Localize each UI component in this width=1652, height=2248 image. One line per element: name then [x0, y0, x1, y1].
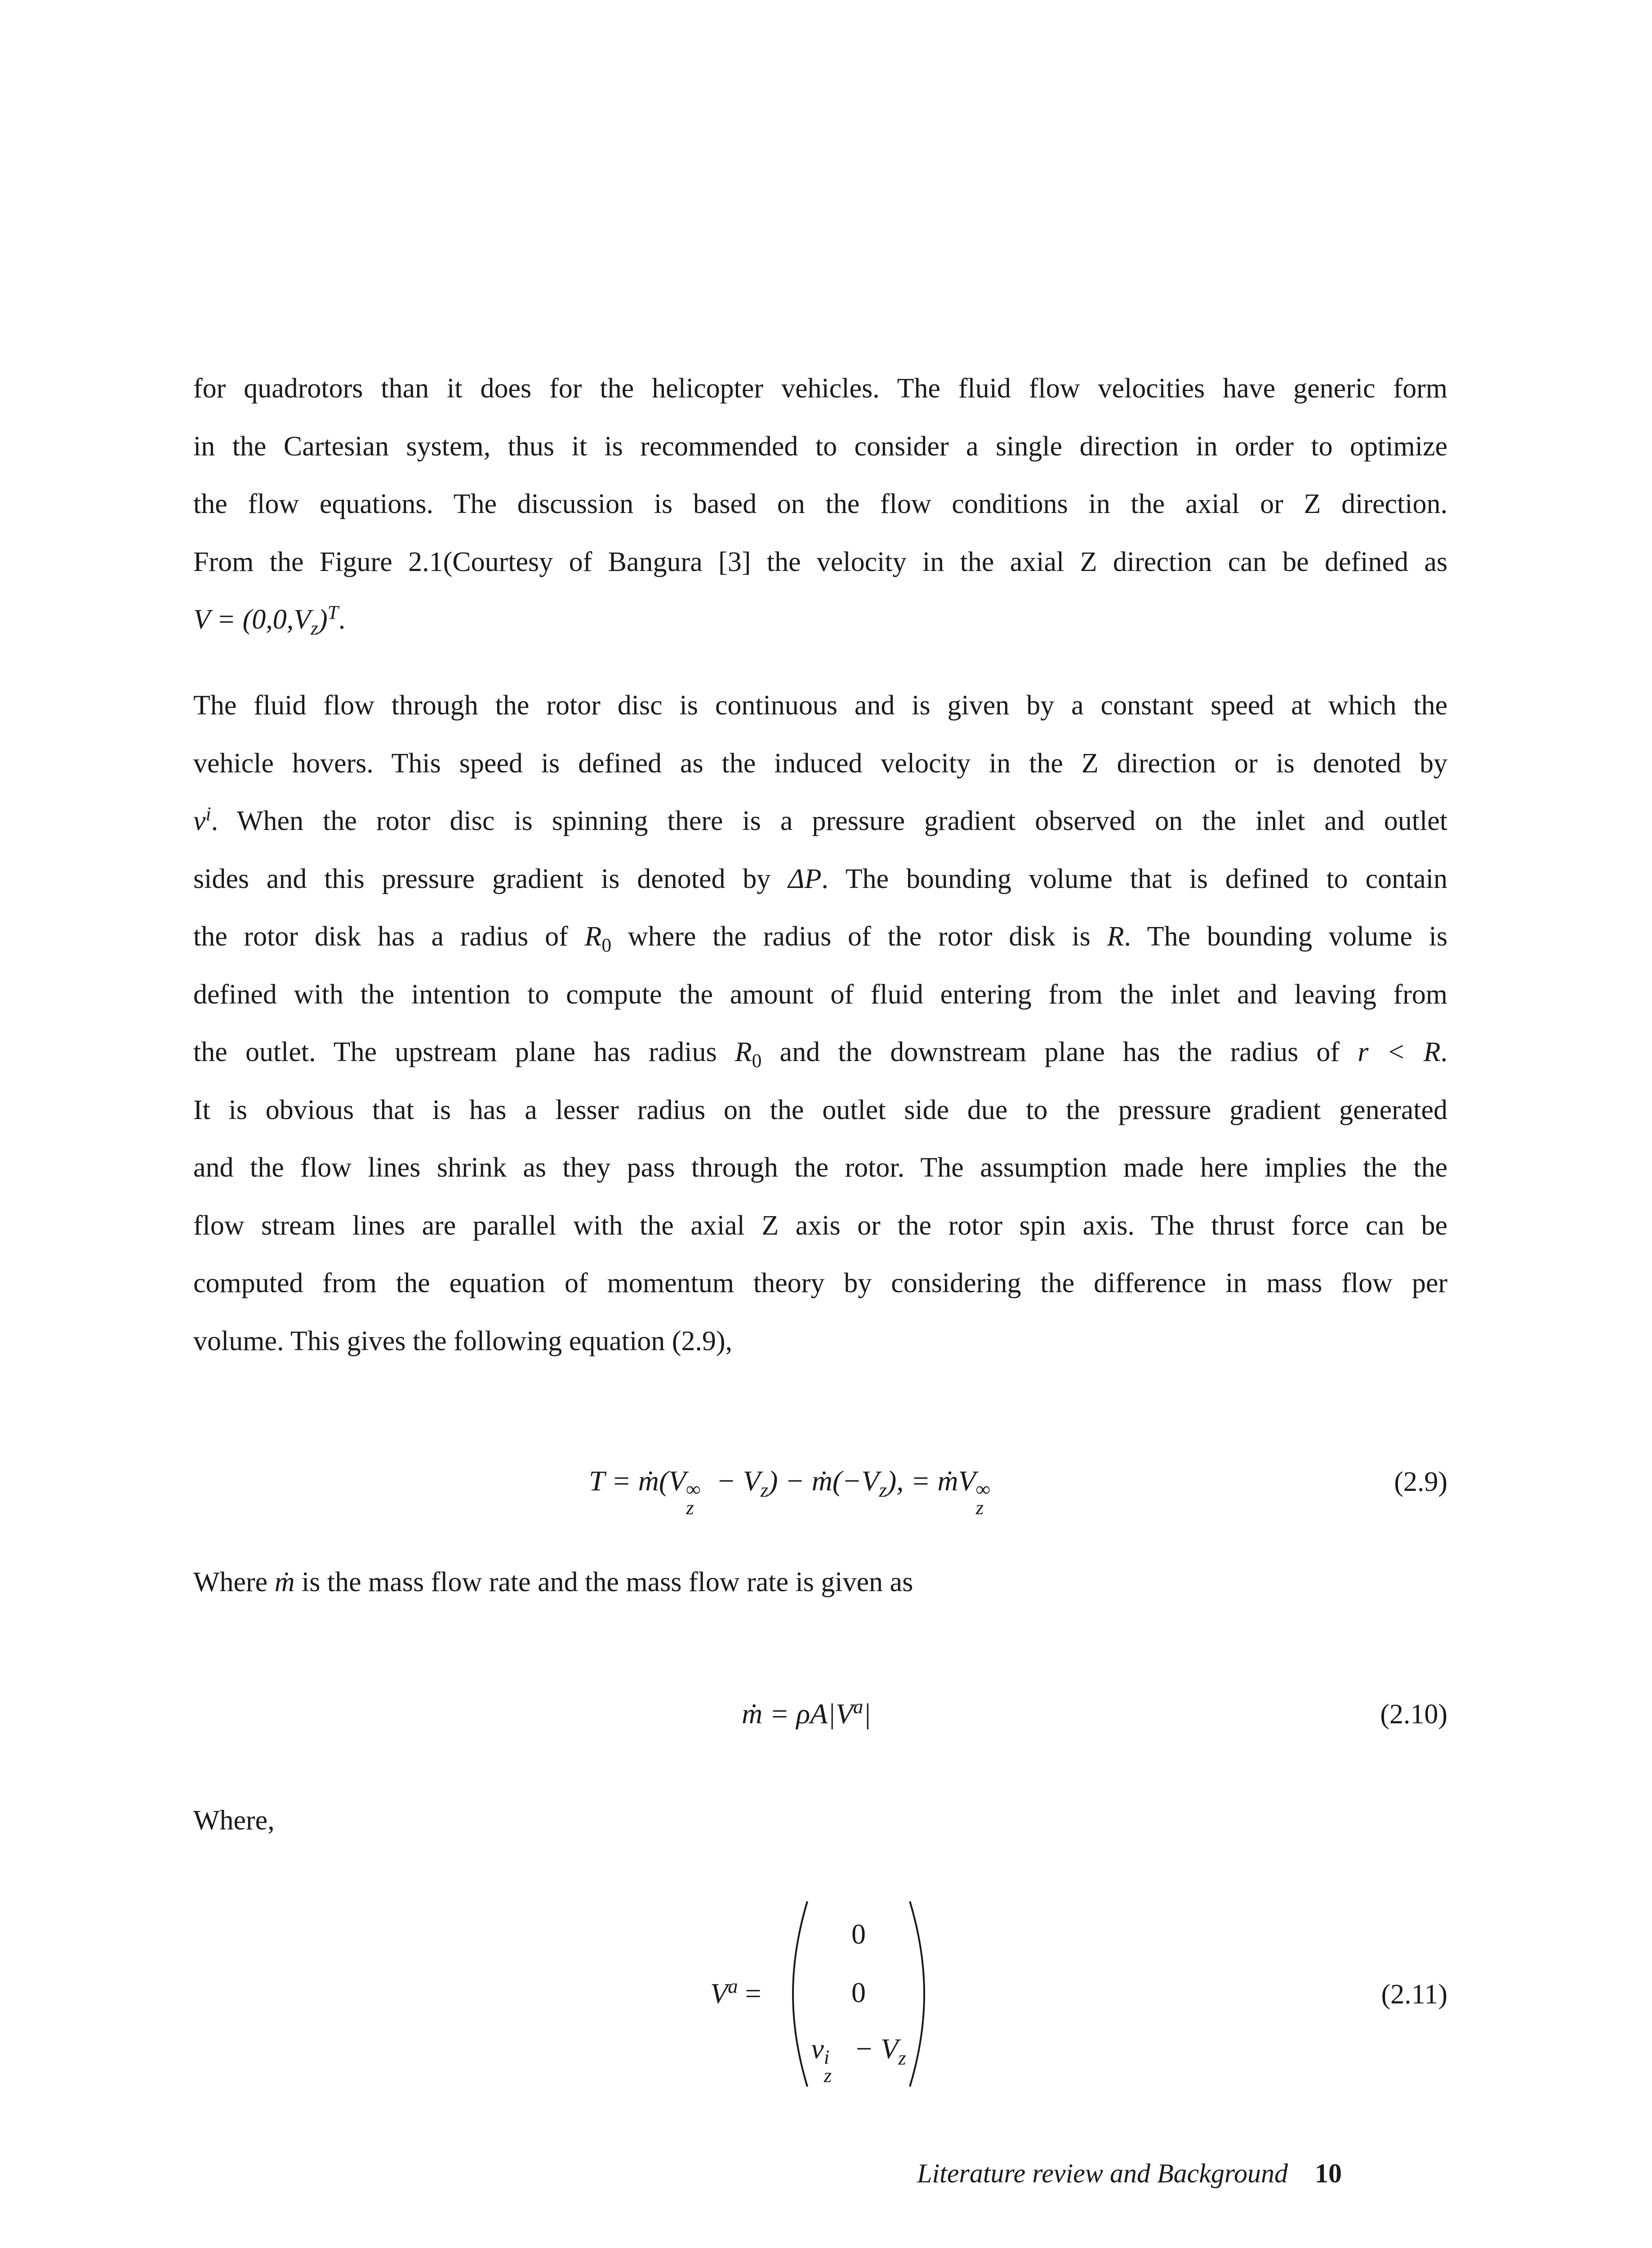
vector-row-3: v i z − $V_z$ [811, 2033, 906, 2087]
inline-math-velocity: $V = (0,0,V_z)^T$. [193, 602, 346, 639]
equation-2-9: T = ṁ(V ∞ z − $V_z$) − $ṁ(-V_z)$, = ṁV ∞ z [589, 1465, 990, 1519]
text-line: vehicle hovers. This speed is defined as the induced velocity in the Z direction or is denoted by [193, 748, 1447, 779]
where-text: Where, [193, 1805, 275, 1836]
paragraph-1 [193, 360, 1447, 649]
page-number: 10 [1315, 2159, 1342, 2188]
equation-number: (2.9) [1394, 1467, 1447, 1497]
text-line: the flow equations. The discussion is based on the flow conditions in the axial or Z direction. [193, 489, 1447, 519]
page-footer [917, 2158, 1342, 2189]
text-line: $v^i$. When the rotor disc is spinning there is a pressure gradient observed on the inlet and outlet [193, 803, 1447, 836]
running-section-title: Literature review and Background [917, 2159, 1288, 2188]
paragraph-2 [193, 677, 1447, 1370]
equation-2-10: ṁ = $\rho A|V^a|$ [742, 1695, 871, 1730]
equation-number: (2.11) [1381, 1979, 1447, 2010]
text-line: and the flow lines shrink as they pass through the rotor. The assumption made here implies the the [193, 1152, 1447, 1183]
column-vector [791, 1900, 926, 2088]
text-line: the outlet. The upstream plane has radius $R_0$ and the downstream plane has the radius of r < R. [193, 1037, 1447, 1072]
text-line: volume. This gives the following equation (2.9), [193, 1325, 733, 1356]
text-line: the rotor disk has a radius of $R_0$ where the radius of the rotor disk is R. The bounding volume is [193, 921, 1448, 956]
text-line: for quadrotors than it does for the helicopter vehicles. The fluid flow velocities have generic form [193, 373, 1447, 404]
text-line: It is obvious that is has a lesser radius on the outlet side due to the pressure gradient generated [193, 1094, 1447, 1125]
text-line: From the Figure 2.1(Courtesy of Bangura [3] the velocity in the axial Z direction can be defined as [193, 546, 1447, 577]
text-line: in the Cartesian system, thus it is recommended to consider a single direction in order to optimize [193, 431, 1447, 462]
vector-row-2: 0 [851, 1976, 866, 2008]
text-line: The fluid flow through the rotor disc is continuous and is given by a constant speed at which the [193, 690, 1447, 721]
text-line: flow stream lines are parallel with the axial Z axis or the rotor spin axis. The thrust force can be [193, 1210, 1447, 1241]
text-line: sides and this pressure gradient is denoted by ΔP. The bounding volume that is defined to contain [193, 863, 1447, 894]
vector-row-1: 0 [851, 1918, 866, 1950]
equation-2-11-lhs: $V^a$ = [710, 1975, 761, 2009]
text-line: computed from the equation of momentum theory by considering the difference in mass flow per [193, 1268, 1447, 1298]
equation-number: (2.10) [1380, 1699, 1447, 1730]
where-mass-flow-text: Where ṁ is the mass flow rate and the mass flow rate is given as [193, 1567, 913, 1597]
text-line: defined with the intention to compute the amount of fluid entering from the inlet and leaving from [193, 979, 1447, 1010]
